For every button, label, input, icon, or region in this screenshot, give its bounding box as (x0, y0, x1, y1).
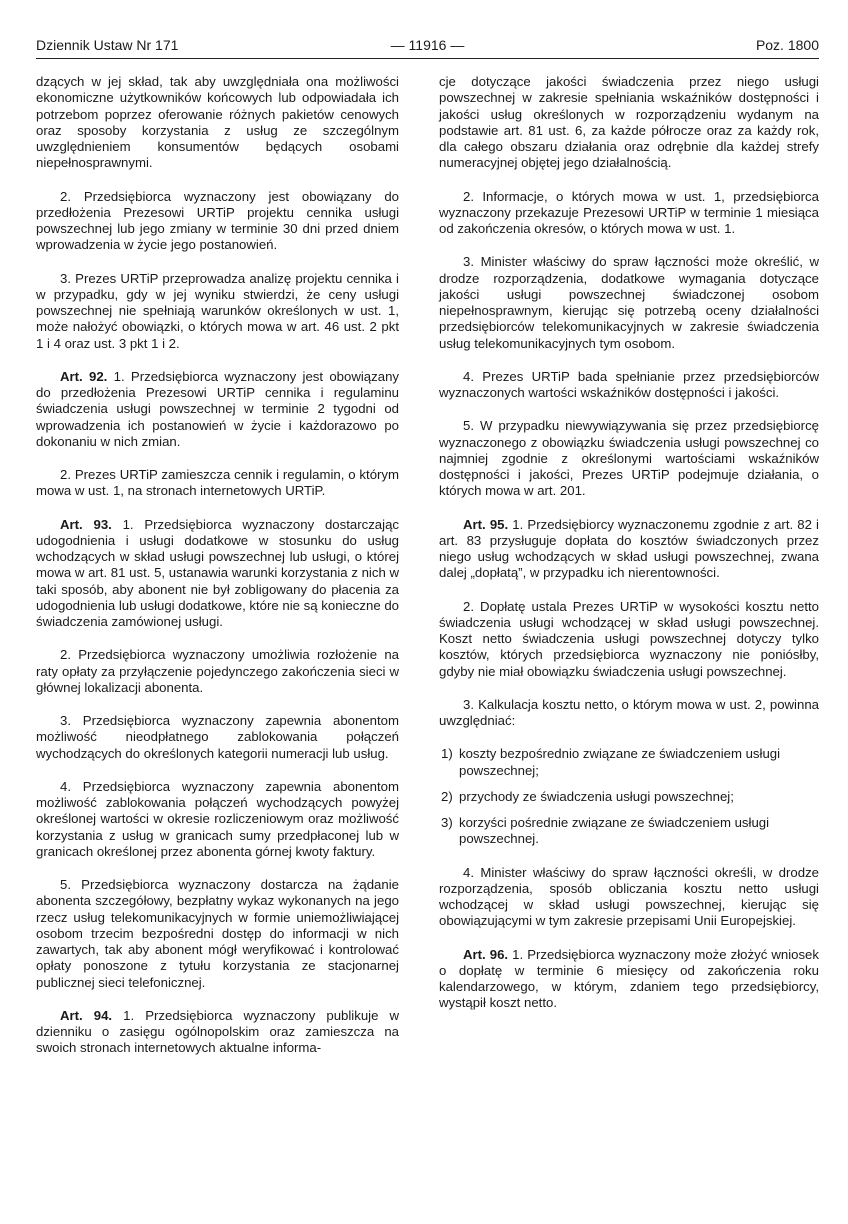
article-label: Art. 95. (463, 516, 509, 532)
position-number: Poz. 1800 (755, 37, 819, 53)
paragraph: 2. Przedsiębiorca wyznaczony jest obowiązany do przedłożenia Prezesowi URTiP projektu cennika usługi powszechnej lub jego zmiany w terminie 30 dni przed dniem wprowadzenia w życie jego postanowień. (36, 188, 399, 253)
paragraph: 3. Prezes URTiP przeprowadza analizę projektu cennika i w przypadku, gdy w jej wyniku stwierdzi, że ceny usługi powszechnej nie spełniają warunków określonych w ust. 1, może nałożyć obowiązki, o których mowa w art. 46 ust. 2 pkt 1 i 4 oraz ust. 3 pkt 1 i 2. (36, 270, 399, 351)
article-text: 1. Przedsiębiorca wyznaczony jest obowiązany do przedłożenia Prezesowi URTiP cennika i regulaminu świadczenia usługi powszechnej w terminie 2 tygodni od wprowadzenia ich postanowień w życie i każdorazowo po dokonaniu w nich zmian. (36, 368, 399, 449)
article-93 (36, 517, 399, 631)
paragraph: 2. Dopłatę ustala Prezes URTiP w wysokości kosztu netto świadczenia usługi wchodzącej w skład usługi powszechnej. Koszt netto świadczenia usługi powszechnej dotyczy tylko kosztów, których przedsiębiorca wyznaczony nie poniósłby, gdyby nie miał obowiązku świadczenia usługi powszechnej. (439, 598, 819, 679)
paragraph: 5. Przedsiębiorca wyznaczony dostarcza na żądanie abonenta szczegółowy, bezpłatny wykaz wykonanych na jego rzecz usług telekomunikacyjnych w formie uniemożliwiającej osobom trzecim bezpośredni dostęp do informacji w nich zawartych, tak aby abonent mógł weryfikować i kontrolować opłaty ponoszone z tytułu korzystania ze stacjonarnej publicznej sieci telefonicznej. (36, 877, 399, 990)
list-text: korzyści pośrednie związane ze świadczeniem usługi powszechnej. (459, 815, 770, 847)
paragraph: cje dotyczące jakości świadczenia przez niego usługi powszechnej w zakresie spełniania wskaźników dostępności i jakości usług określonych w rozporządzeniu wydanym na podstawie art. 81 ust. 6, za każde półrocze oraz za każdy rok, dla całego obszaru działania oraz odrębnie dla każdej strefy numeracyjnej objętej jego działalnością. (439, 74, 819, 171)
page-header (36, 36, 819, 59)
article-label: Art. 93. (60, 516, 112, 532)
article-text: 1. Przedsiębiorcy wyznaczonemu zgodnie z art. 82 i art. 83 przysługuje dopłata do kosztów świadczonych przez niego usług wchodzących w skład usługi powszechnej, zwana dalej „dopłatą”, w przypadku ich nierentowności. (439, 516, 819, 581)
list-number: 3) (441, 815, 453, 830)
list-item (439, 789, 819, 805)
article-label: Art. 96. (463, 946, 509, 962)
article-96 (439, 947, 819, 1012)
paragraph: 3. Przedsiębiorca wyznaczony zapewnia abonentom możliwość nieodpłatnego zablokowania połączeń wychodzących do określonych kategorii numeracji lub usług. (36, 713, 399, 761)
article-92 (36, 369, 399, 450)
paragraph: dzących w jej skład, tak aby uwzględniała ona możliwości ekonomiczne użytkowników końcowych lub odpowiadała ich potrzebom poprzez oferowanie różnych pakietów cenowych oraz sposoby korzystania z usług ze szczególnym uwzględnieniem konsumentów będących osobami niepełnosprawnymi. (36, 74, 399, 171)
article-text: 1. Przedsiębiorca wyznaczony dostarczając udogodnienia i usługi dodatkowe w stosunku do usług wchodzących w skład usługi powszechnej lub usługi, o której mowa w art. 81 ust. 5, ustanawia warunki korzystania z nich w taki sposób, aby abonent nie był zobligowany do płacenia za udogodnienia lub usługi dodatkowe, które nie są konieczne do świadczenia zamówionej usługi. (36, 516, 399, 629)
paragraph: 3. Minister właściwy do spraw łączności może określić, w drodze rozporządzenia, dodatkowe wymagania dotyczące jakości usługi powszechnej świadczonej osobom niepełnosprawnym, kierując się potrzebą oceny działalności przedsiębiorców telekomunikacyjnych w zakresie świadczenia usług telekomunikacyjnych tym osobom. (439, 254, 819, 351)
list-item (439, 815, 819, 848)
paragraph: 4. Przedsiębiorca wyznaczony zapewnia abonentom możliwość zablokowania połączeń wychodzących powyżej określonej wartości w okresie rozliczeniowym oraz możliwość korzystania z usług w granicach sumy przedpłaconej lub w granicach określonej przez abonenta górnej kwoty faktury. (36, 778, 399, 859)
article-label: Art. 92. (60, 368, 108, 384)
paragraph: 5. W przypadku niewywiązywania się przez przedsiębiorcę wyznaczonego z obowiązku świadczenia usługi powszechnej co najmniej zgodnie z określonymi wartościami wskaźników dostępności i jakości, Prezes URTiP podejmuje działania, o których mowa w art. 201. (439, 418, 819, 499)
article-94 (36, 1008, 399, 1057)
list-number: 2) (441, 788, 453, 804)
journal-title: Dziennik Ustaw Nr 171 (36, 37, 179, 53)
list-text: koszty bezpośrednio związane ze świadczeniem usługi powszechnej; (459, 746, 781, 778)
right-column (439, 74, 819, 1029)
page-number: — 11916 — (390, 37, 465, 53)
paragraph: 4. Minister właściwy do spraw łączności określi, w drodze rozporządzenia, sposób obliczania kosztu netto usługi wchodzącej w skład usługi powszechnej, kierując się obowiązującymi w tym zakresie przepisami Unii Europejskiej. (439, 864, 819, 929)
article-text: 1. Przedsiębiorca wyznaczony może złożyć wniosek o dopłatę w terminie 6 miesięcy od zakończenia roku kalendarzowego, w którym, zdaniem tego przedsiębiorcy, wystąpił koszt netto. (439, 946, 819, 1011)
paragraph: 2. Przedsiębiorca wyznaczony umożliwia rozłożenie na raty opłaty za przyłączenie pojedynczego zakończenia sieci w głównej lokalizacji abonenta. (36, 647, 399, 695)
article-label: Art. 94. (60, 1007, 113, 1023)
article-text: 1. Przedsiębiorca wyznaczony publikuje w dzienniku o zasięgu ogólnopolskim oraz zamieszcza na swoich stronach internetowych aktualne informa- (36, 1007, 400, 1056)
paragraph: 3. Kalkulacja kosztu netto, o którym mowa w ust. 2, powinna uwzględniać: (439, 696, 819, 728)
article-95 (439, 517, 819, 582)
paragraph: 4. Prezes URTiP bada spełnianie przez przedsiębiorców wyznaczonych wartości wskaźników dostępności i jakości. (439, 368, 819, 400)
paragraph: 2. Informacje, o których mowa w ust. 1, przedsiębiorca wyznaczony przekazuje Prezesowi URTiP w terminie 1 miesiąca od zakończenia okresów, o których mowa w ust. 1. (439, 188, 819, 236)
list-text: przychody ze świadczenia usługi powszechnej; (459, 788, 734, 804)
paragraph: 2. Prezes URTiP zamieszcza cennik i regulamin, o którym mowa w ust. 1, na stronach internetowych URTiP. (36, 467, 399, 499)
list-item (439, 746, 819, 779)
list-number: 1) (441, 746, 453, 762)
left-column (36, 74, 399, 1074)
